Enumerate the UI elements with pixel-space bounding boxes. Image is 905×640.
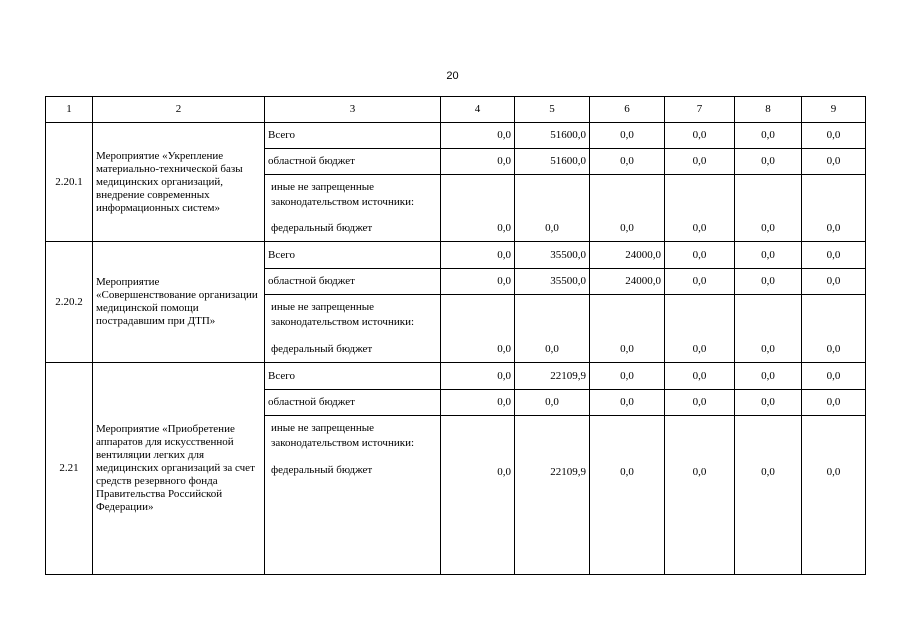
value-cell: 0,0 xyxy=(590,175,665,242)
value-cell: 22109,9 xyxy=(515,416,590,575)
value-cell: 0,0 xyxy=(735,390,802,416)
funding-source: Всего xyxy=(265,123,441,149)
source-note: иные не запрещенные законодательством источники: xyxy=(271,301,415,328)
value-cell: 0,0 xyxy=(735,269,802,295)
header-cell: 1 xyxy=(46,97,93,123)
value-cell: 0,0 xyxy=(441,175,515,242)
source-note: иные не запрещенные законодательством источники: xyxy=(271,181,415,208)
funding-source: федеральный бюджет xyxy=(271,343,373,355)
table-row xyxy=(46,123,866,149)
value-cell: 0,0 xyxy=(665,363,735,390)
value-cell: 0,0 xyxy=(735,363,802,390)
item-code: 2.20.2 xyxy=(46,242,93,363)
value-cell: 0,0 xyxy=(590,149,665,175)
value-cell: 0,0 xyxy=(802,175,866,242)
value-cell: 0,0 xyxy=(665,149,735,175)
value-cell: 51600,0 xyxy=(515,149,590,175)
funding-source: Всего xyxy=(265,242,441,269)
value-cell: 0,0 xyxy=(665,123,735,149)
value-cell: 0,0 xyxy=(515,175,590,242)
funding-source: областной бюджет xyxy=(265,390,441,416)
header-cell: 3 xyxy=(265,97,441,123)
item-code: 2.20.1 xyxy=(46,123,93,242)
value-cell: 0,0 xyxy=(515,295,590,363)
value-cell: 0,0 xyxy=(441,416,515,575)
funding-source: федеральный бюджет xyxy=(271,222,373,234)
header-cell: 9 xyxy=(802,97,866,123)
value-cell: 0,0 xyxy=(802,123,866,149)
table-row xyxy=(46,363,866,390)
header-cell: 7 xyxy=(665,97,735,123)
value-cell: 35500,0 xyxy=(515,269,590,295)
value-cell: 0,0 xyxy=(441,149,515,175)
value-cell: 0,0 xyxy=(802,295,866,363)
value-cell: 0,0 xyxy=(735,295,802,363)
item-description: Мероприятие «Совершенствование организации медицинской помощи пострадавшим при ДТП» xyxy=(93,242,265,363)
value-cell: 0,0 xyxy=(441,242,515,269)
funding-source: областной бюджет xyxy=(265,149,441,175)
value-cell: 0,0 xyxy=(665,295,735,363)
header-cell: 5 xyxy=(515,97,590,123)
header-cell: 4 xyxy=(441,97,515,123)
budget-table xyxy=(45,96,866,575)
source-note: иные не запрещенные законодательством источники: xyxy=(271,422,415,449)
header-cell: 2 xyxy=(93,97,265,123)
value-cell: 0,0 xyxy=(802,390,866,416)
value-cell: 22109,9 xyxy=(515,363,590,390)
value-cell: 0,0 xyxy=(802,269,866,295)
value-cell: 24000,0 xyxy=(590,269,665,295)
funding-source: Всего xyxy=(265,363,441,390)
value-cell: 0,0 xyxy=(590,123,665,149)
value-cell: 0,0 xyxy=(441,363,515,390)
item-code: 2.21 xyxy=(46,363,93,575)
funding-source: федеральный бюджет xyxy=(271,464,373,476)
value-cell: 0,0 xyxy=(665,269,735,295)
value-cell: 0,0 xyxy=(441,390,515,416)
funding-source-cell xyxy=(265,175,441,242)
funding-source-cell xyxy=(265,295,441,363)
value-cell: 0,0 xyxy=(590,295,665,363)
value-cell: 0,0 xyxy=(665,390,735,416)
value-cell: 0,0 xyxy=(735,149,802,175)
header-cell: 8 xyxy=(735,97,802,123)
value-cell: 0,0 xyxy=(441,295,515,363)
page-number: 20 xyxy=(446,70,459,82)
value-cell: 51600,0 xyxy=(515,123,590,149)
value-cell: 0,0 xyxy=(441,123,515,149)
value-cell: 0,0 xyxy=(802,242,866,269)
value-cell: 0,0 xyxy=(441,269,515,295)
value-cell: 0,0 xyxy=(735,175,802,242)
value-cell: 0,0 xyxy=(590,416,665,575)
value-cell: 24000,0 xyxy=(590,242,665,269)
value-cell: 0,0 xyxy=(590,390,665,416)
value-cell: 0,0 xyxy=(665,242,735,269)
value-cell: 0,0 xyxy=(735,416,802,575)
funding-source-cell xyxy=(265,416,441,575)
funding-source: областной бюджет xyxy=(265,269,441,295)
value-cell: 0,0 xyxy=(735,242,802,269)
value-cell: 0,0 xyxy=(665,175,735,242)
header-row xyxy=(46,97,866,123)
value-cell: 0,0 xyxy=(735,123,802,149)
value-cell: 0,0 xyxy=(802,149,866,175)
item-description: Мероприятие «Укрепление материально-технической базы медицинских организаций, внедрение современных информационных систем» xyxy=(93,123,265,242)
header-cell: 6 xyxy=(590,97,665,123)
value-cell: 0,0 xyxy=(515,390,590,416)
value-cell: 0,0 xyxy=(802,416,866,575)
value-cell: 35500,0 xyxy=(515,242,590,269)
value-cell: 0,0 xyxy=(665,416,735,575)
value-cell: 0,0 xyxy=(590,363,665,390)
table-row xyxy=(46,242,866,269)
item-description: Мероприятие «Приобретение аппаратов для искусственной вентиляции легких для медицинских организаций за счет средств резервного фонда Правительства Российской Федерации» xyxy=(93,363,265,575)
value-cell: 0,0 xyxy=(802,363,866,390)
